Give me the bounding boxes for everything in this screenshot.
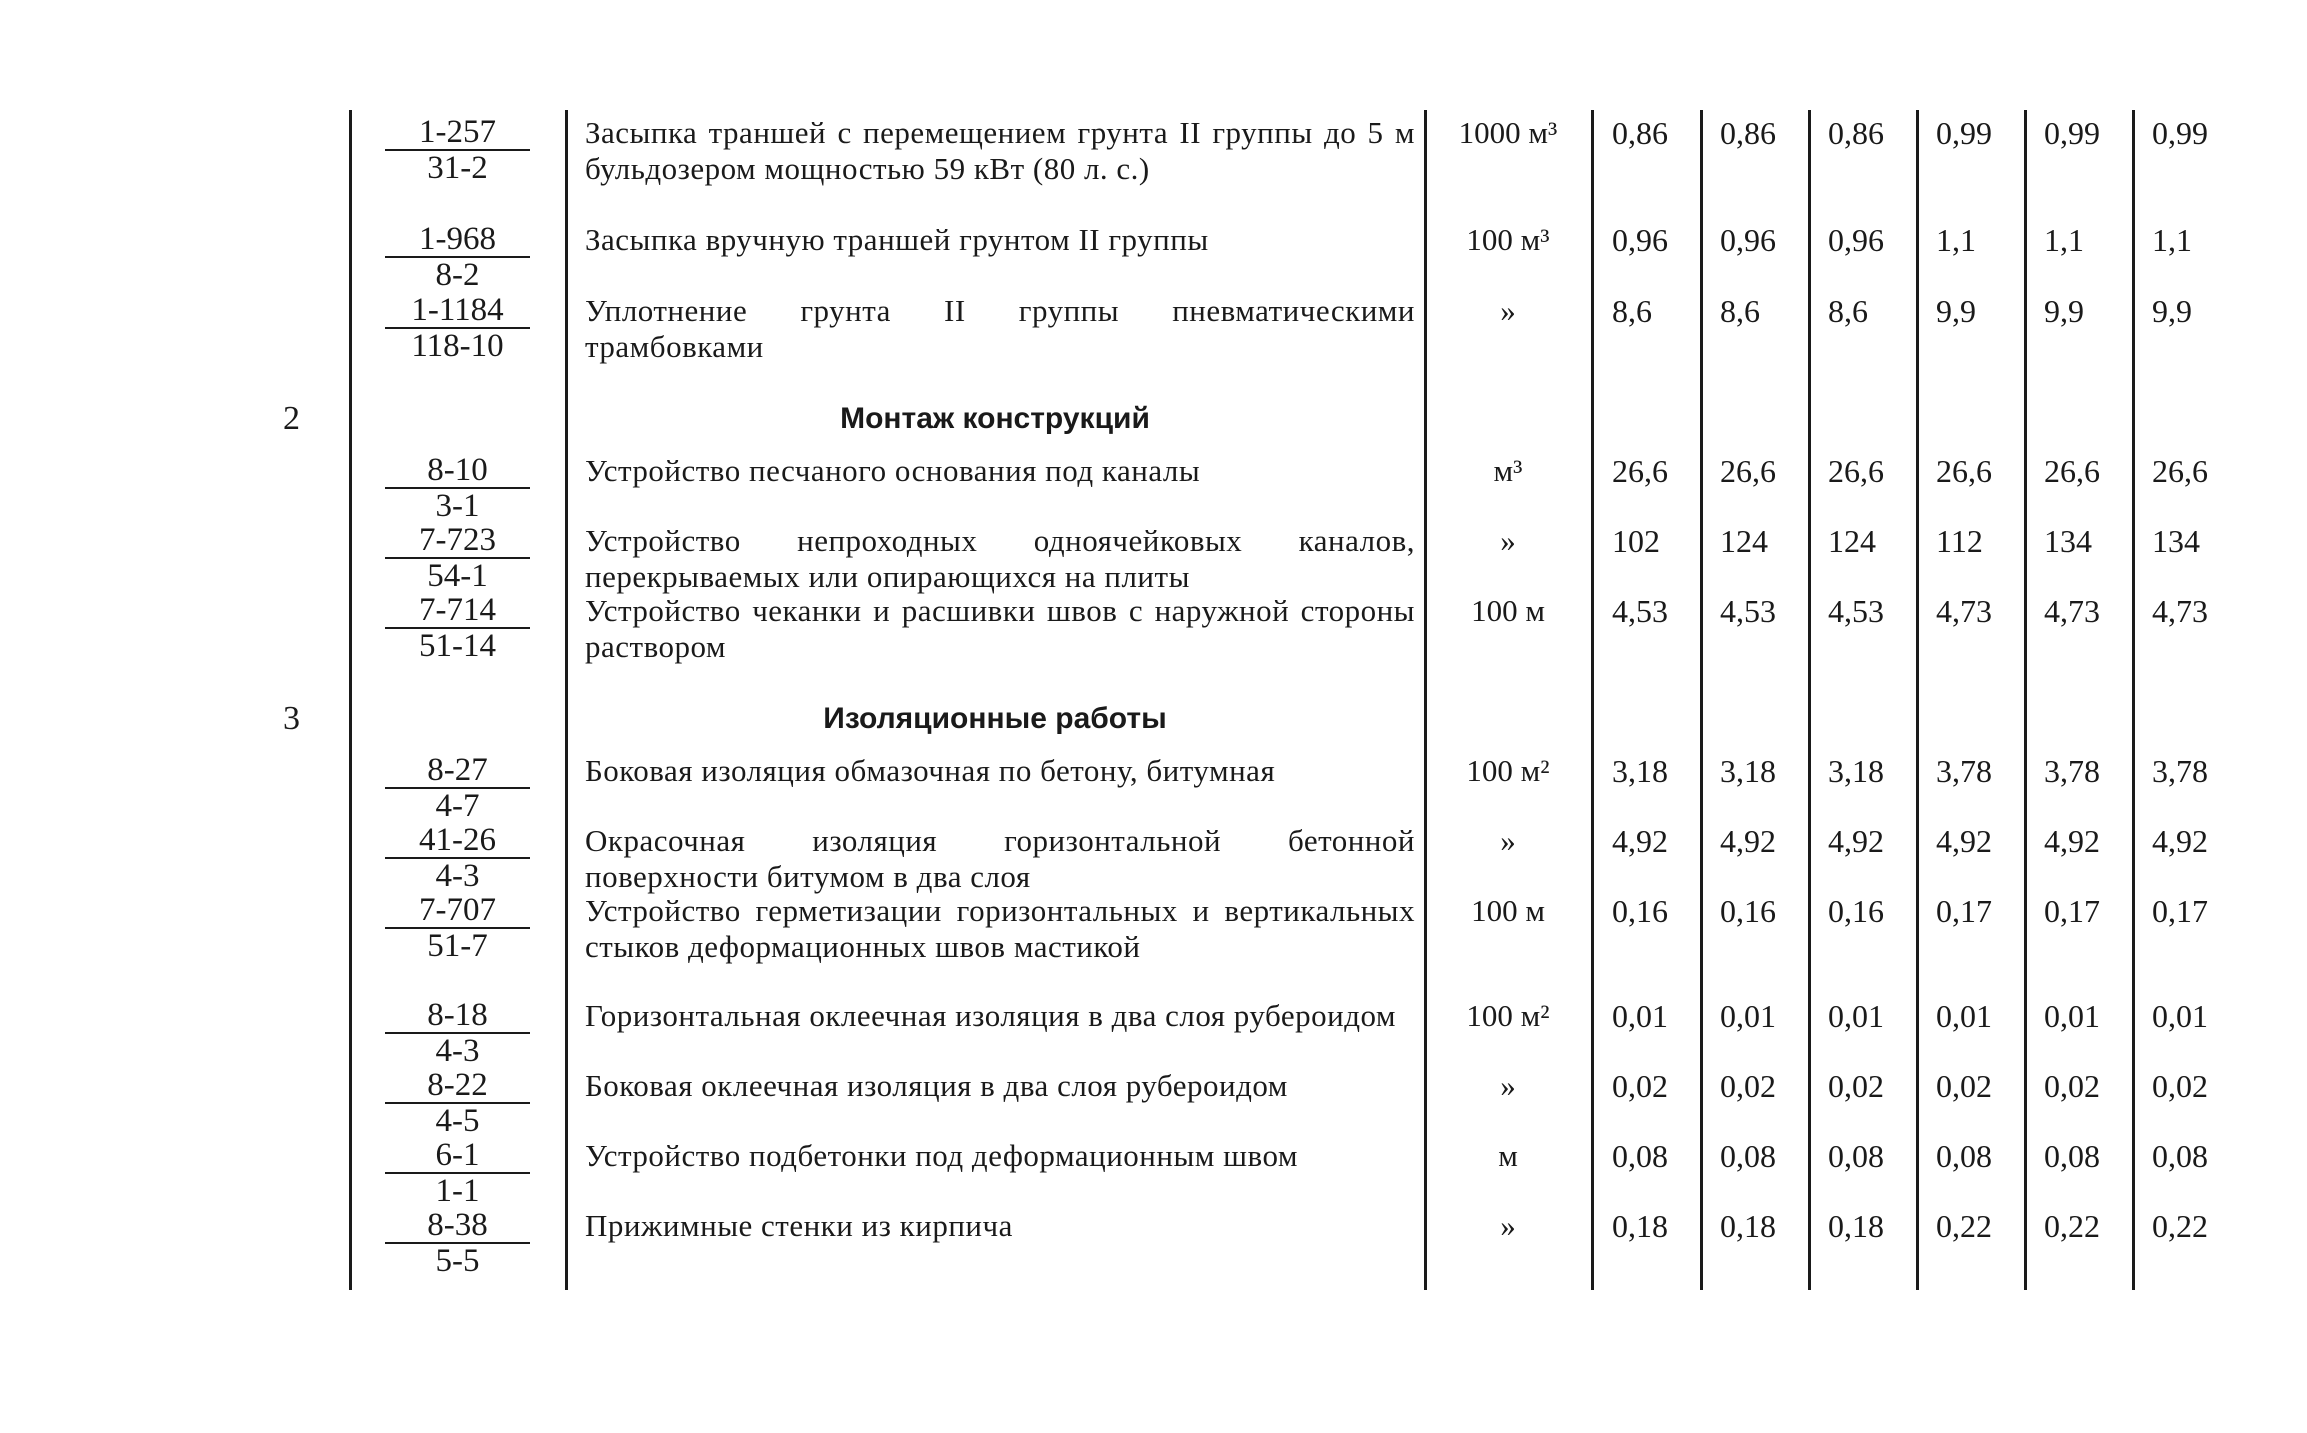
value-cell-6: 4,73 [2152, 593, 2208, 629]
norm-code-denominator: 8-2 [435, 257, 480, 293]
work-description: Горизонтальная оклеечная изоляция в два слоя рубероидом [585, 998, 1396, 1033]
value-cell-2: 8,6 [1720, 293, 1760, 329]
value-cell-4: 0,02 [1936, 1068, 1992, 1104]
work-description: Окрасочная изоляция горизонтальной бетонной поверхности битумом в два слоя [585, 823, 1415, 894]
column-divider-unit [1591, 110, 1594, 1290]
norm-code [385, 893, 530, 963]
norm-code [385, 593, 530, 663]
value-cell-3: 3,18 [1828, 753, 1884, 789]
section-title: Изоляционные работы [823, 702, 1167, 735]
value-cell-4: 0,01 [1936, 998, 1992, 1034]
value-cell-1: 0,08 [1612, 1138, 1668, 1174]
column-divider-code [565, 110, 568, 1290]
value-cell-4: 0,08 [1936, 1138, 1992, 1174]
value-cell-3: 0,08 [1828, 1138, 1884, 1174]
column-divider-value-4 [2024, 110, 2027, 1290]
value-cell-2: 0,86 [1720, 115, 1776, 151]
work-description: Засыпка траншей с перемещением грунта II группы до 5 м бульдозером мощностью 59 кВт (80 л. с.) [585, 115, 1415, 186]
unit-of-measure: м [1498, 1138, 1518, 1173]
work-description: Устройство герметизации горизонтальных и вертикальных стыков деформационных швов мастикой [585, 893, 1415, 964]
column-divider-value-5 [2132, 110, 2135, 1290]
value-cell-5: 1,1 [2044, 222, 2084, 258]
norm-code-denominator: 3-1 [435, 488, 480, 524]
value-cell-5: 26,6 [2044, 453, 2100, 489]
norm-code-denominator: 51-7 [427, 928, 488, 964]
work-description: Устройство песчаного основания под каналы [585, 453, 1201, 488]
value-cell-2: 3,18 [1720, 753, 1776, 789]
value-cell-6: 0,08 [2152, 1138, 2208, 1174]
value-cell-6: 0,02 [2152, 1068, 2208, 1104]
unit-of-measure: 100 м³ [1466, 222, 1550, 257]
work-description: Устройство подбетонки под деформационным швом [585, 1138, 1298, 1173]
value-cell-1: 0,86 [1612, 115, 1668, 151]
value-cell-4: 0,17 [1936, 893, 1992, 929]
norm-code [385, 222, 530, 292]
column-divider-value-3 [1916, 110, 1919, 1290]
value-cell-2: 26,6 [1720, 453, 1776, 489]
value-cell-1: 102 [1612, 523, 1660, 559]
value-cell-2: 0,02 [1720, 1068, 1776, 1104]
value-cell-3: 0,16 [1828, 893, 1884, 929]
norm-code-numerator: 6-1 [385, 1138, 530, 1174]
value-cell-3: 0,18 [1828, 1208, 1884, 1244]
norm-code-numerator: 8-22 [385, 1068, 530, 1104]
value-cell-4: 112 [1936, 523, 1983, 559]
value-cell-1: 8,6 [1612, 293, 1652, 329]
value-cell-3: 4,53 [1828, 593, 1884, 629]
value-cell-5: 134 [2044, 523, 2092, 559]
value-cell-5: 0,22 [2044, 1208, 2100, 1244]
value-cell-5: 0,01 [2044, 998, 2100, 1034]
norm-code [385, 1068, 530, 1138]
value-cell-5: 0,17 [2044, 893, 2100, 929]
section-number: 2 [283, 400, 300, 437]
norm-code [385, 115, 530, 185]
value-cell-5: 0,08 [2044, 1138, 2100, 1174]
value-cell-4: 0,99 [1936, 115, 1992, 151]
norm-code-denominator: 4-7 [435, 788, 480, 824]
work-description: Боковая изоляция обмазочная по бетону, битумная [585, 753, 1276, 788]
norm-code [385, 293, 530, 363]
table-border-left [349, 110, 352, 1290]
work-description: Прижимные стенки из кирпича [585, 1208, 1013, 1243]
value-cell-1: 0,96 [1612, 222, 1668, 258]
value-cell-6: 26,6 [2152, 453, 2208, 489]
unit-of-measure: 100 м [1471, 893, 1545, 928]
norm-code [385, 523, 530, 593]
value-cell-1: 4,92 [1612, 823, 1668, 859]
value-cell-6: 0,99 [2152, 115, 2208, 151]
value-cell-1: 0,16 [1612, 893, 1668, 929]
unit-of-measure: м³ [1493, 453, 1523, 488]
unit-of-measure: » [1500, 523, 1516, 558]
value-cell-3: 0,86 [1828, 115, 1884, 151]
unit-of-measure: » [1500, 823, 1516, 858]
norm-code-denominator: 4-3 [435, 858, 480, 894]
value-cell-3: 124 [1828, 523, 1876, 559]
value-cell-6: 3,78 [2152, 753, 2208, 789]
norm-code-denominator: 118-10 [411, 328, 504, 364]
norm-code [385, 1138, 530, 1208]
value-cell-6: 1,1 [2152, 222, 2192, 258]
value-cell-3: 0,02 [1828, 1068, 1884, 1104]
value-cell-5: 9,9 [2044, 293, 2084, 329]
work-description: Боковая оклеечная изоляция в два слоя рубероидом [585, 1068, 1288, 1103]
value-cell-5: 3,78 [2044, 753, 2100, 789]
value-cell-4: 3,78 [1936, 753, 1992, 789]
norm-code-denominator: 31-2 [427, 150, 488, 186]
value-cell-6: 9,9 [2152, 293, 2192, 329]
norm-code [385, 998, 530, 1068]
value-cell-3: 26,6 [1828, 453, 1884, 489]
norm-code-numerator: 8-38 [385, 1208, 530, 1244]
column-divider-value-2 [1808, 110, 1811, 1290]
value-cell-2: 0,01 [1720, 998, 1776, 1034]
value-cell-1: 0,18 [1612, 1208, 1668, 1244]
value-cell-6: 0,01 [2152, 998, 2208, 1034]
section-number: 3 [283, 700, 300, 737]
norm-code-numerator: 7-714 [385, 593, 530, 629]
value-cell-5: 0,02 [2044, 1068, 2100, 1104]
value-cell-3: 0,96 [1828, 222, 1884, 258]
norm-code-denominator: 51-14 [419, 628, 496, 664]
norm-code-denominator: 4-3 [435, 1033, 480, 1069]
unit-of-measure: » [1500, 293, 1516, 328]
value-cell-4: 9,9 [1936, 293, 1976, 329]
value-cell-1: 26,6 [1612, 453, 1668, 489]
norm-code-denominator: 1-1 [435, 1173, 480, 1209]
unit-of-measure: 100 м² [1466, 998, 1550, 1033]
value-cell-6: 0,17 [2152, 893, 2208, 929]
value-cell-3: 8,6 [1828, 293, 1868, 329]
norm-code-numerator: 1-257 [385, 115, 530, 151]
norm-code-numerator: 8-18 [385, 998, 530, 1034]
value-cell-3: 4,92 [1828, 823, 1884, 859]
value-cell-1: 0,01 [1612, 998, 1668, 1034]
work-description: Устройство чеканки и расшивки швов с наружной стороны раствором [585, 593, 1415, 664]
norm-code-denominator: 54-1 [427, 558, 488, 594]
value-cell-6: 0,22 [2152, 1208, 2208, 1244]
value-cell-2: 0,08 [1720, 1138, 1776, 1174]
norm-code-numerator: 8-27 [385, 753, 530, 789]
norm-code [385, 823, 530, 893]
value-cell-2: 4,53 [1720, 593, 1776, 629]
value-cell-2: 4,92 [1720, 823, 1776, 859]
value-cell-5: 0,99 [2044, 115, 2100, 151]
value-cell-6: 4,92 [2152, 823, 2208, 859]
norm-code-denominator: 5-5 [435, 1243, 480, 1279]
norm-code-numerator: 1-968 [385, 222, 530, 258]
value-cell-3: 0,01 [1828, 998, 1884, 1034]
value-cell-5: 4,92 [2044, 823, 2100, 859]
value-cell-2: 124 [1720, 523, 1768, 559]
column-divider-value-1 [1700, 110, 1703, 1290]
norm-code-numerator: 8-10 [385, 453, 530, 489]
norm-code [385, 1208, 530, 1278]
unit-of-measure: 1000 м³ [1458, 115, 1558, 150]
section-title: Монтаж конструкций [840, 402, 1150, 435]
value-cell-1: 3,18 [1612, 753, 1668, 789]
unit-of-measure: » [1500, 1068, 1516, 1103]
value-cell-2: 0,96 [1720, 222, 1776, 258]
value-cell-6: 134 [2152, 523, 2200, 559]
work-description: Уплотнение грунта II группы пневматическими трамбовками [585, 293, 1415, 364]
value-cell-1: 4,53 [1612, 593, 1668, 629]
value-cell-5: 4,73 [2044, 593, 2100, 629]
value-cell-4: 4,73 [1936, 593, 1992, 629]
value-cell-2: 0,18 [1720, 1208, 1776, 1244]
norm-code-numerator: 1-1184 [385, 293, 530, 329]
norm-code [385, 753, 530, 823]
norm-code-denominator: 4-5 [435, 1103, 480, 1139]
value-cell-4: 1,1 [1936, 222, 1976, 258]
norm-code-numerator: 7-723 [385, 523, 530, 559]
norm-code [385, 453, 530, 523]
value-cell-4: 0,22 [1936, 1208, 1992, 1244]
unit-of-measure: 100 м² [1466, 753, 1550, 788]
unit-of-measure: » [1500, 1208, 1516, 1243]
unit-of-measure: 100 м [1471, 593, 1545, 628]
work-description: Устройство непроходных одноячейковых каналов, перекрываемых или опирающихся на плиты [585, 523, 1415, 594]
norm-code-numerator: 7-707 [385, 893, 530, 929]
norm-code-numerator: 41-26 [385, 823, 530, 859]
value-cell-1: 0,02 [1612, 1068, 1668, 1104]
value-cell-4: 26,6 [1936, 453, 1992, 489]
value-cell-2: 0,16 [1720, 893, 1776, 929]
work-description: Засыпка вручную траншей грунтом II группы [585, 222, 1209, 257]
column-divider-description [1424, 110, 1427, 1290]
value-cell-4: 4,92 [1936, 823, 1992, 859]
